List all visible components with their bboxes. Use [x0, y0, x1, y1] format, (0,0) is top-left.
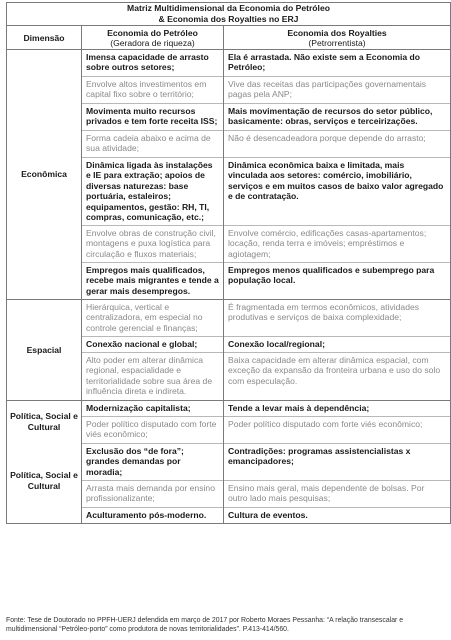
dimension-politica: Política, Social e Cultural [10, 411, 78, 432]
col2-espacial [224, 300, 451, 401]
multidimensional-matrix-table [6, 2, 451, 524]
col2-economica [224, 50, 451, 300]
col1-espacial [82, 300, 224, 401]
dimension-politica-repeat: Política, Social e Cultural [10, 470, 78, 492]
section-politica [7, 401, 451, 524]
matrix-cell-item: Arrasta mais demanda por ensino profissionalizante; [82, 480, 223, 507]
matrix-cell-item: Modernização capitalista; [86, 403, 191, 413]
col2-politica [224, 401, 451, 524]
matrix-cell-item: É fragmentada em termos econômicos, atividades produtivas e serviços de baixa complexidade; [228, 302, 420, 323]
col1-economica [82, 50, 224, 300]
matrix-cell-item: Poder político disputado com forte viés econômico; [82, 416, 223, 443]
header-row [7, 26, 451, 50]
col1-politica [82, 401, 224, 524]
matrix-cell-item: Hierárquica, vertical e centralizadora, em especial no controle gerencial e finanças; [86, 302, 203, 333]
matrix-cell-item: Contradições: programas assistencialistas x emancipadores; [224, 443, 450, 480]
header-col2-subtitle: (Petrorrentista) [308, 37, 366, 48]
dimension-politica-cell [7, 401, 82, 524]
matrix-cell-item: Imensa capacidade de arrasto sobre outros setores; [86, 52, 209, 73]
matrix-cell-item: Baixa capacidade em alterar dinâmica espacial, com exceção da expansão da fronteira urbana e uso do solo com especulação. [224, 352, 450, 400]
matrix-cell-item: Conexão nacional e global; [82, 336, 223, 352]
matrix-cell-item: Dinâmica econômica baixa e limitada, mais vinculada aos setores: comércio, imobiliário, serviços e em muitos casos de baixo valor agregado e de contratação. [224, 157, 450, 225]
matrix-cell-item: Empregos mais qualificados, recebe mais migrantes e tende a gerar mais desempregos. [82, 262, 223, 299]
matrix-cell-item: Mais movimentação de recursos do setor público, basicamente: obras, serviços e terceirizações. [224, 103, 450, 130]
header-col1-title: Economia do Petróleo [107, 27, 198, 38]
matrix-cell-item: Cultura de eventos. [224, 507, 450, 523]
table-title-line1: Matriz Multidimensional da Economia do Petróleo [127, 3, 330, 13]
dimension-economica: Econômica [7, 50, 82, 300]
matrix-cell-item: Empregos menos qualificados e subemprego para população local. [224, 262, 450, 299]
header-col1-subtitle: (Geradora de riqueza) [110, 37, 195, 48]
matrix-cell-item: Ela é arrastada. Não existe sem a Economia do Petróleo; [228, 52, 421, 73]
matrix-cell-item: Envolve obras de construção civil, montagens e puxa logística para circulação e fluxos materiais; [82, 225, 223, 262]
matrix-cell-item: Exclusão dos “de fora”; grandes demandas por moradia; [82, 443, 223, 480]
header-dimension: Dimensão [7, 26, 82, 50]
matrix-cell-item: Alto poder em alterar dinâmica regional, espacialidade e territorialidade sobre sua área de influência direta e indireta. [82, 352, 223, 400]
source-citation: Fonte: Tese de Doutorado no PPFH-UERJ defendida em março de 2017 por Roberto Moraes Pessanha: “A relação transescalar e multidimensional “Petróleo-porto” como produtora de novas territorialidades”. P.413-414/560. [6, 617, 404, 633]
section-economica [7, 50, 451, 300]
title-row [7, 3, 451, 26]
matrix-cell-item: Não é desencadeadora porque depende do arrasto; [224, 130, 450, 157]
matrix-cell-item: Conexão local/regional; [224, 336, 450, 352]
matrix-cell-item: Tende a levar mais à dependência; [228, 403, 370, 413]
matrix-cell-item: Ensino mais geral, mais dependente de bolsas. Por outro lado mais pesquisas; [224, 480, 450, 507]
matrix-cell-item: Dinâmica ligada às instalações e IE para extração; apoios de diversas naturezas: base portuária, estaleiros; equipamentos, gestão: RH, TI, compras, comunicação, etc.; [82, 157, 223, 225]
matrix-cell-item: Forma cadeia abaixo e acima de sua atividade; [82, 130, 223, 157]
dimension-espacial: Espacial [7, 300, 82, 401]
matrix-cell-item: Vive das receitas das participações governamentais pagas pela ANP; [224, 76, 450, 103]
section-espacial [7, 300, 451, 401]
matrix-cell-item: Poder político disputado com forte viés econômico; [224, 416, 450, 443]
header-economia-petroleo [82, 26, 224, 50]
header-col2-title: Economia dos Royalties [287, 27, 387, 38]
table-title-line2: & Economia dos Royalties no ERJ [158, 14, 299, 24]
matrix-cell-item: Aculturamento pós-moderno. [82, 507, 223, 523]
matrix-cell-item: Envolve altos investimentos em capital fixo sobre o território; [82, 76, 223, 103]
matrix-cell-item: Movimenta muito recursos privados e tem forte receita ISS; [82, 103, 223, 130]
table-title [7, 3, 451, 26]
matrix-cell-item: Envolve comércio, edificações casas-apartamentos; locação, renda terra e imóveis; empréstimos e agiotagem; [224, 225, 450, 262]
header-economia-royalties [224, 26, 451, 50]
